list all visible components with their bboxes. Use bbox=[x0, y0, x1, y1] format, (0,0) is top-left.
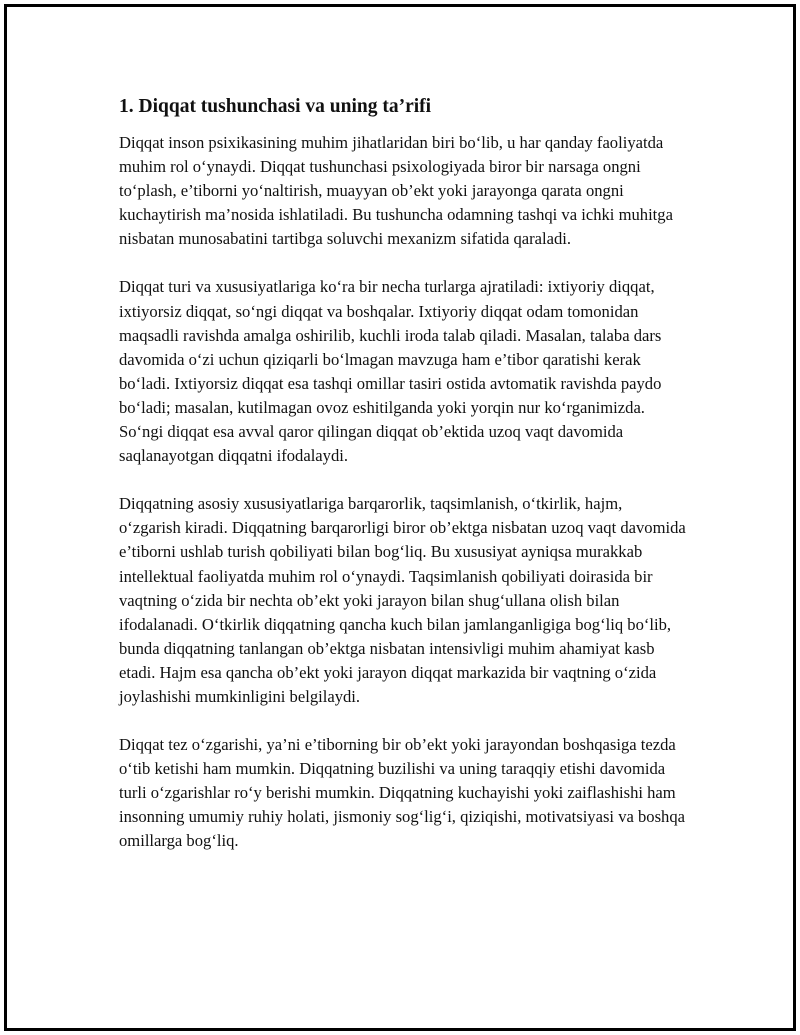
document-body bbox=[119, 93, 687, 878]
paragraph-3: Diqqatning asosiy xususiyatlariga barqarorlik, taqsimlanish, o‘tkirlik, hajm, o‘zgarish kiradi. Diqqatning barqarorligi biror ob’ektga nisbatan uzoq vaqt davomida e’tiborni ushlab turish qobiliyati bilan bog‘liq. Bu xususiyat ayniqsa murakkab intellektual faoliyatda muhim rol o‘ynaydi. Taqsimlanish qobiliyati doirasida bir vaqtning o‘zida bir nechta ob’ekt yoki jarayon bilan shug‘ullana olish bilan ifodalanadi. O‘tkirlik diqqatning qancha kuch bilan jamlanganligiga bog‘liq bo‘lib, bunda diqqatning tanlangan ob’ektga nisbatan intensivligi muhim ahamiyat kasb etadi. Hajm esa qancha ob’ekt yoki jarayon diqqat markazida bir vaqtning o‘zida joylashishi mumkinligini belgilaydi. bbox=[119, 494, 686, 706]
paragraph-2: Diqqat turi va xususiyatlariga ko‘ra bir necha turlarga ajratiladi: ixtiyoriy diqqat, ixtiyorsiz diqqat, so‘ngi diqqat va boshqalar. Ixtiyoriy diqqat odam tomonidan maqsadli ravishda amalga oshirilib, kuchli iroda talab qiladi. Masalan, talaba dars davomida o‘zi uchun qiziqarli bo‘lmagan mavzuga ham e’tibor qaratishi kerak bo‘ladi. Ixtiyorsiz diqqat esa tashqi omillar tasiri ostida avtomatik ravishda paydo bo‘ladi; masalan, kutilmagan ovoz eshitilganda yoki yorqin nur ko‘rganimizda. So‘ngi diqqat esa avval qaror qilingan diqqat ob’ektida uzoq vaqt davomida saqlanayotgan diqqatni ifodalaydi. bbox=[119, 277, 662, 466]
paragraph-4: Diqqat tez o‘zgarishi, ya’ni e’tiborning bir ob’ekt yoki jarayondan boshqasiga tezda o‘tib ketishi ham mumkin. Diqqatning buzilishi va uning taraqqiy etishi davomida turli o‘zgarishlar ro‘y berishi mumkin. Diqqatning kuchayishi yoki zaiflashishi ham insonning umumiy ruhiy holati, jismoniy sog‘lig‘i, qiziqishi, motivatsiyasi va boshqa omillarga bog‘liq. bbox=[119, 735, 686, 851]
paragraph-1: Diqqat inson psixikasining muhim jihatlaridan biri bo‘lib, u har qanday faoliyatda muhim rol o‘ynaydi. Diqqat tushunchasi psixologiyada biror bir narsaga ongni to‘plash, e’tiborni yo‘naltirish, muayyan ob’ekt yoki jarayonga qarata ongni kuchaytirish ma’nosida ishlatiladi. Bu tushuncha odamning tashqi va ichki muhitga nisbatan munosabatini tartibga soluvchi mexanizm sifatida qaraladi. bbox=[119, 133, 673, 249]
section-heading: 1. Diqqat tushunchasi va uning ta’rifi bbox=[119, 96, 432, 117]
